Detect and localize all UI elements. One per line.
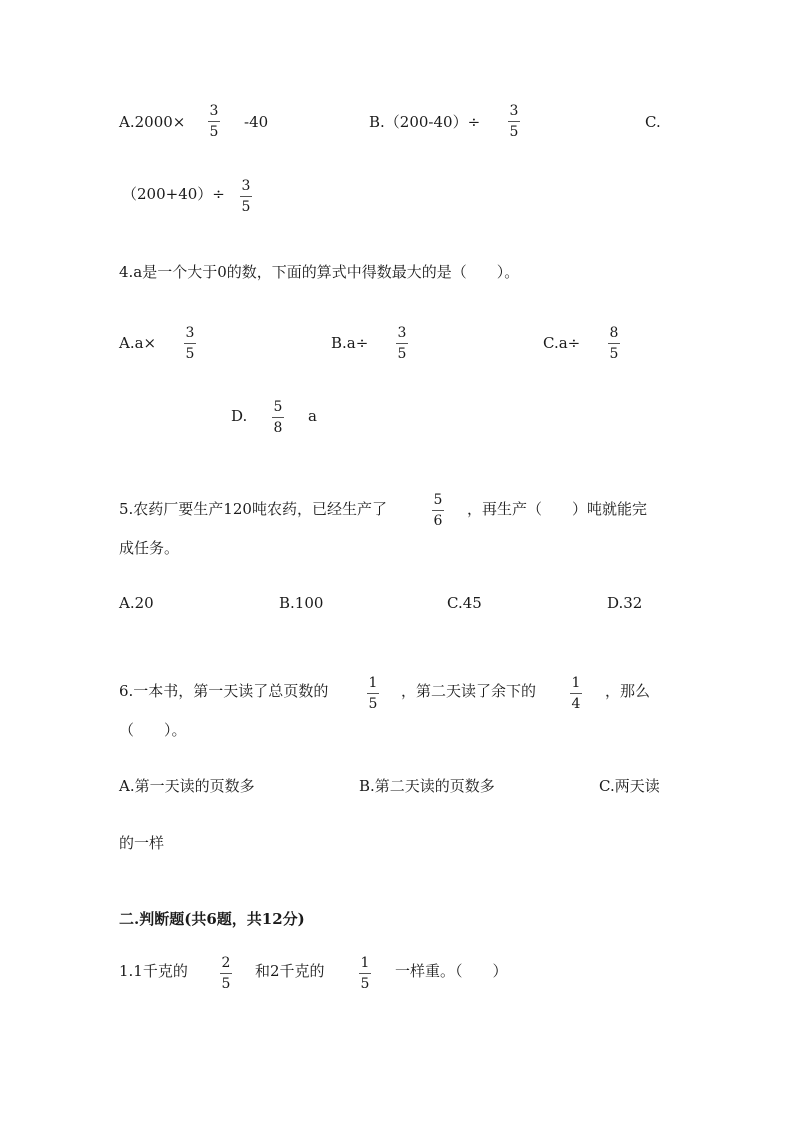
q3-option-a-text: A.2000× <box>119 113 186 131</box>
denominator: 6 <box>433 513 443 529</box>
fraction-bar <box>184 343 196 344</box>
q4-option-a-fraction <box>183 325 197 362</box>
tf-q1-middle: 和2千克的 <box>255 962 325 980</box>
denominator: 5 <box>360 976 370 992</box>
fraction-bar <box>396 343 408 344</box>
numerator: 3 <box>509 103 519 119</box>
q4-option-c-text: C.a÷ <box>543 334 581 352</box>
q6-option-a: A.第一天读的页数多 <box>119 777 255 795</box>
numerator: 2 <box>221 955 231 971</box>
q6-question-end: ，那么 <box>605 682 651 700</box>
fraction-bar <box>359 973 371 974</box>
q3-option-c-fraction <box>239 178 253 215</box>
tf-q1-fraction-2 <box>358 955 372 992</box>
denominator: 5 <box>221 976 231 992</box>
section-heading: 二.判断题(共6题，共12分) <box>119 910 305 928</box>
numerator: 8 <box>609 325 619 341</box>
denominator: 5 <box>397 346 407 362</box>
q3-option-a-suffix: -40 <box>244 113 269 131</box>
numerator: 3 <box>209 103 219 119</box>
denominator: 5 <box>368 696 378 712</box>
q5-question-end: ，再生产（ ）吨就能完 <box>467 500 648 518</box>
q5-option-b: B.100 <box>279 594 324 612</box>
q3-option-a-fraction <box>207 103 221 140</box>
denominator: 5 <box>509 124 519 140</box>
q4-question: 4.a是一个大于0的数，下面的算式中得数最大的是（ ）。 <box>119 263 520 281</box>
denominator: 5 <box>209 124 219 140</box>
q6-question-middle: ，第二天读了余下的 <box>401 682 537 700</box>
q6-option-c-continued: 的一样 <box>119 834 165 852</box>
numerator: 3 <box>397 325 407 341</box>
q5-fraction <box>431 492 445 529</box>
q5-question-start: 5.农药厂要生产120吨农药，已经生产了 <box>119 500 387 518</box>
q5-option-d: D.32 <box>607 594 643 612</box>
tf-q1-start: 1.1千克的 <box>119 962 188 980</box>
denominator: 5 <box>241 199 251 215</box>
denominator: 5 <box>185 346 195 362</box>
fraction-bar <box>570 693 582 694</box>
fraction-bar <box>508 121 520 122</box>
q3-option-c-text: （200+40）÷ <box>122 185 225 203</box>
numerator: 3 <box>185 325 195 341</box>
denominator: 4 <box>571 696 581 712</box>
q3-option-b-fraction <box>507 103 521 140</box>
q3-option-b-text: B.（200-40）÷ <box>369 113 481 131</box>
q3-option-c-label: C. <box>645 113 661 131</box>
q4-option-a-text: A.a× <box>119 334 157 352</box>
fraction-bar <box>208 121 220 122</box>
q6-fraction-2 <box>569 675 583 712</box>
numerator: 1 <box>360 955 370 971</box>
tf-q1-end: 一样重。（ ） <box>395 962 508 980</box>
q6-question-start: 6.一本书，第一天读了总页数的 <box>119 682 329 700</box>
q4-option-d-fraction <box>271 399 285 436</box>
numerator: 1 <box>571 675 581 691</box>
numerator: 3 <box>241 178 251 194</box>
q6-option-b: B.第二天读的页数多 <box>359 777 495 795</box>
q4-option-c-fraction <box>607 325 621 362</box>
q4-option-b-fraction <box>395 325 409 362</box>
q5-option-c: C.45 <box>447 594 482 612</box>
denominator: 8 <box>273 420 283 436</box>
numerator: 1 <box>368 675 378 691</box>
fraction-bar <box>220 973 232 974</box>
q6-question-line2: （ ）。 <box>119 721 187 739</box>
q6-fraction-1 <box>366 675 380 712</box>
fraction-bar <box>432 510 444 511</box>
q5-option-a: A.20 <box>119 594 154 612</box>
fraction-bar <box>240 196 252 197</box>
numerator: 5 <box>273 399 283 415</box>
q4-option-d-label: D. <box>231 407 248 425</box>
q4-option-b-text: B.a÷ <box>331 334 369 352</box>
denominator: 5 <box>609 346 619 362</box>
q5-question-line2: 成任务。 <box>119 539 180 557</box>
fraction-bar <box>367 693 379 694</box>
q6-option-c: C.两天读 <box>599 777 660 795</box>
numerator: 5 <box>433 492 443 508</box>
fraction-bar <box>608 343 620 344</box>
tf-q1-fraction-1 <box>219 955 233 992</box>
q4-option-d-suffix: a <box>308 407 317 425</box>
fraction-bar <box>272 417 284 418</box>
